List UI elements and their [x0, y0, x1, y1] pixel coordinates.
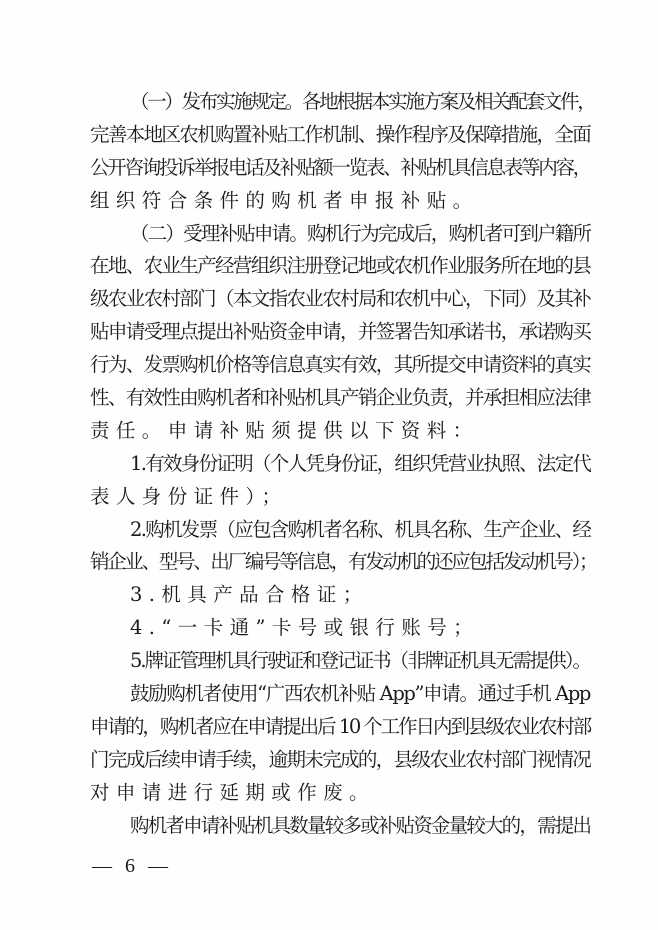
text-line: 申请的，购机者应在申请提出后 10 个工作日内到县级农业农村部 [90, 714, 590, 738]
text-line: 责任。申请补贴须提供以下资料： [90, 418, 479, 442]
text-line: 对申请进行延期或作废。 [90, 780, 375, 804]
text-line: 4.“一卡通”卡号或银行账号； [130, 616, 480, 640]
page-number: — 6 — [92, 855, 172, 877]
text-line: 门完成后续申请手续，逾期未完成的，县级农业农村部门视情况 [90, 747, 590, 771]
text-line: 1.有效身份证明（个人凭身份证，组织凭营业执照、法定代 [130, 451, 591, 475]
text-line: 5.牌证管理机具行驶证和登记证书（非牌证机具无需提供）。 [130, 649, 590, 673]
text-line: 鼓励购机者使用“广西农机补贴 App”申请。通过手机 App [130, 682, 590, 706]
text-line: 贴申请受理点提出补贴资金申请，并签署告知承诺书，承诺购买 [90, 320, 590, 344]
text-line: （二）受理补贴申请。购机行为完成后，购机者可到户籍所 [130, 221, 590, 245]
text-line: 公开咨询投诉举报电话及补贴额一览表、补贴机具信息表等内容， [90, 155, 590, 179]
text-line: 购机者申请补贴机具数量较多或补贴资金量较大的，需提出 [130, 813, 590, 837]
text-line: 完善本地区农机购置补贴工作机制、操作程序及保障措施，全面 [90, 122, 590, 146]
text-line: 组织符合条件的购机者申报补贴。 [90, 188, 479, 212]
text-line: 表人身份证件）； [90, 484, 288, 508]
text-line: 级农业农村部门（本文指农业农村局和农机中心，下同）及其补 [90, 287, 590, 311]
document-body [90, 86, 597, 842]
text-line: （一）发布实施规定。各地根据本实施方案及相关配套文件， [130, 90, 595, 113]
text-line: 2.购机发票（应包含购机者名称、机具名称、生产企业、经 [130, 517, 591, 541]
text-line: 性、有效性由购机者和补贴机具产销企业负责，并承担相应法律 [90, 386, 590, 410]
text-line: 行为、发票购机价格等信息真实有效，其所提交申请资料的真实 [90, 353, 590, 377]
text-line: 3.机具产品合格证； [130, 583, 369, 607]
text-line: 在地、农业生产经营组织注册登记地或农机作业服务所在地的县 [90, 254, 590, 278]
text-line: 销企业、型号、出厂编号等信息，有发动机的还应包括发动机号）； [90, 550, 597, 574]
